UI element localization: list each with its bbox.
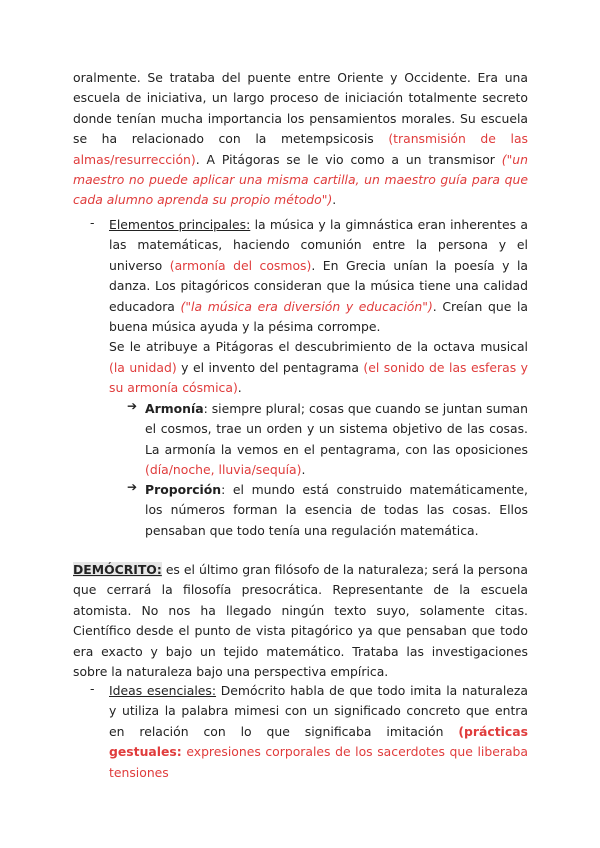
proporcion-paragraph	[145, 480, 528, 541]
ideas-paragraph	[109, 681, 528, 783]
proporcion-label: Proporción	[145, 482, 222, 497]
proporcion-text-1: : el mundo está construido matemáticamente, los números forman la esencia de todas las cosas. Ellos pensaban que todo tenía una regulación matemática.	[145, 482, 528, 538]
intro-red-metempsicosis: (transmisión de las almas/resurrección)	[73, 131, 529, 167]
elementos-text-3: . Creían que la buena música ayuda y la pésima corrompe.	[109, 298, 528, 335]
arrow-icon: ➔	[127, 480, 138, 494]
armonia-text-1: : siempre plural; cosas que cuando se juntan suman el cosmos, trae un orden y un sistema objetivo de las cosas. La armonía la vemos en el pentagrama, con las oposiciones	[145, 401, 528, 457]
armonia-red-1: (día/noche, lluvia/sequía)	[145, 462, 302, 478]
armonia-label: Armonía	[145, 401, 204, 416]
arrow-item-armonia	[127, 399, 528, 481]
elementos-p2-text-1: Se le atribuye a Pitágoras el descubrimiento de la octava musical	[109, 339, 528, 355]
list-item-elementos	[90, 215, 528, 399]
intro-paragraph	[73, 68, 528, 211]
democrito-paragraph	[73, 560, 528, 682]
arrow-icon: ➔	[127, 399, 138, 413]
elementos-p2-red-2: (el sonido de las esferas y su armonía cósmica)	[109, 359, 528, 396]
list-dash: -	[90, 681, 95, 696]
list-dash: -	[90, 215, 95, 230]
ideas-red-2: expresiones corporales de los sacerdotes que liberaba tensiones	[109, 744, 528, 780]
elementos-paragraph	[109, 215, 528, 337]
arrow-item-proporcion	[127, 480, 528, 541]
armonia-paragraph	[145, 399, 528, 481]
intro-red-quote: ("un maestro no puede aplicar una misma cartilla, un maestro guía para que cada alumno aprenda su propio método")	[73, 151, 528, 208]
democrito-heading: DEMÓCRITO:	[73, 562, 162, 577]
elementos-p2-red-1: (la unidad)	[109, 359, 177, 375]
ideas-red-bold: (prácticas gestuales:	[109, 723, 528, 760]
intro-text-2: . A Pitágoras se le vio como a un transmisor	[195, 151, 502, 167]
list-item-ideas	[90, 681, 528, 783]
ideas-label: Ideas esenciales:	[109, 683, 217, 698]
ideas-text-1: Demócrito habla de que todo imita la naturaleza y utiliza la palabra mimesi con un significado concreto que entra en relación con lo que significaba imitación	[109, 683, 529, 739]
elementos-paragraph-2	[109, 337, 528, 398]
elementos-red-1: (armonía del cosmos)	[169, 257, 312, 273]
intro-text-1: oralmente. Se trataba del puente entre Oriente y Occidente. Era una escuela de iniciativa, un largo proceso de iniciación totalmente secreto donde tenían mucha importancia los pensamientos morales. Su escuela se ha relacionado con la metempsicosis	[73, 70, 528, 147]
democrito-text: es el último gran filósofo de la naturaleza; será la persona que cerrará la filosofía presocrática. Representante de la escuela atomista. No nos ha llegado ningún texto suyo, solamente citas. Científico desde el punto de vista pitagórico ya que pensaban que todo era exacto y bajo un tejido matemático. Trataba las investigaciones sobre la naturaleza bajo una perspectiva empírica.	[73, 562, 528, 680]
intro-text-3: .	[332, 192, 337, 208]
elementos-red-quote: ("la música era diversión y educación")	[180, 298, 433, 314]
elementos-text-2: . En Grecia unían la poesía y la danza. Los pitagóricos consideran que la música tiene una calidad educadora	[109, 257, 528, 314]
armonia-text-2: .	[301, 462, 306, 478]
elementos-label: Elementos principales:	[109, 217, 251, 232]
elementos-text-1: la música y la gimnástica eran inherentes a las matemáticas, haciendo comunión entre la persona y el universo	[109, 217, 529, 273]
elementos-p2-text-3: .	[237, 380, 242, 396]
elementos-p2-text-2: y el invento del pentagrama	[176, 359, 364, 375]
